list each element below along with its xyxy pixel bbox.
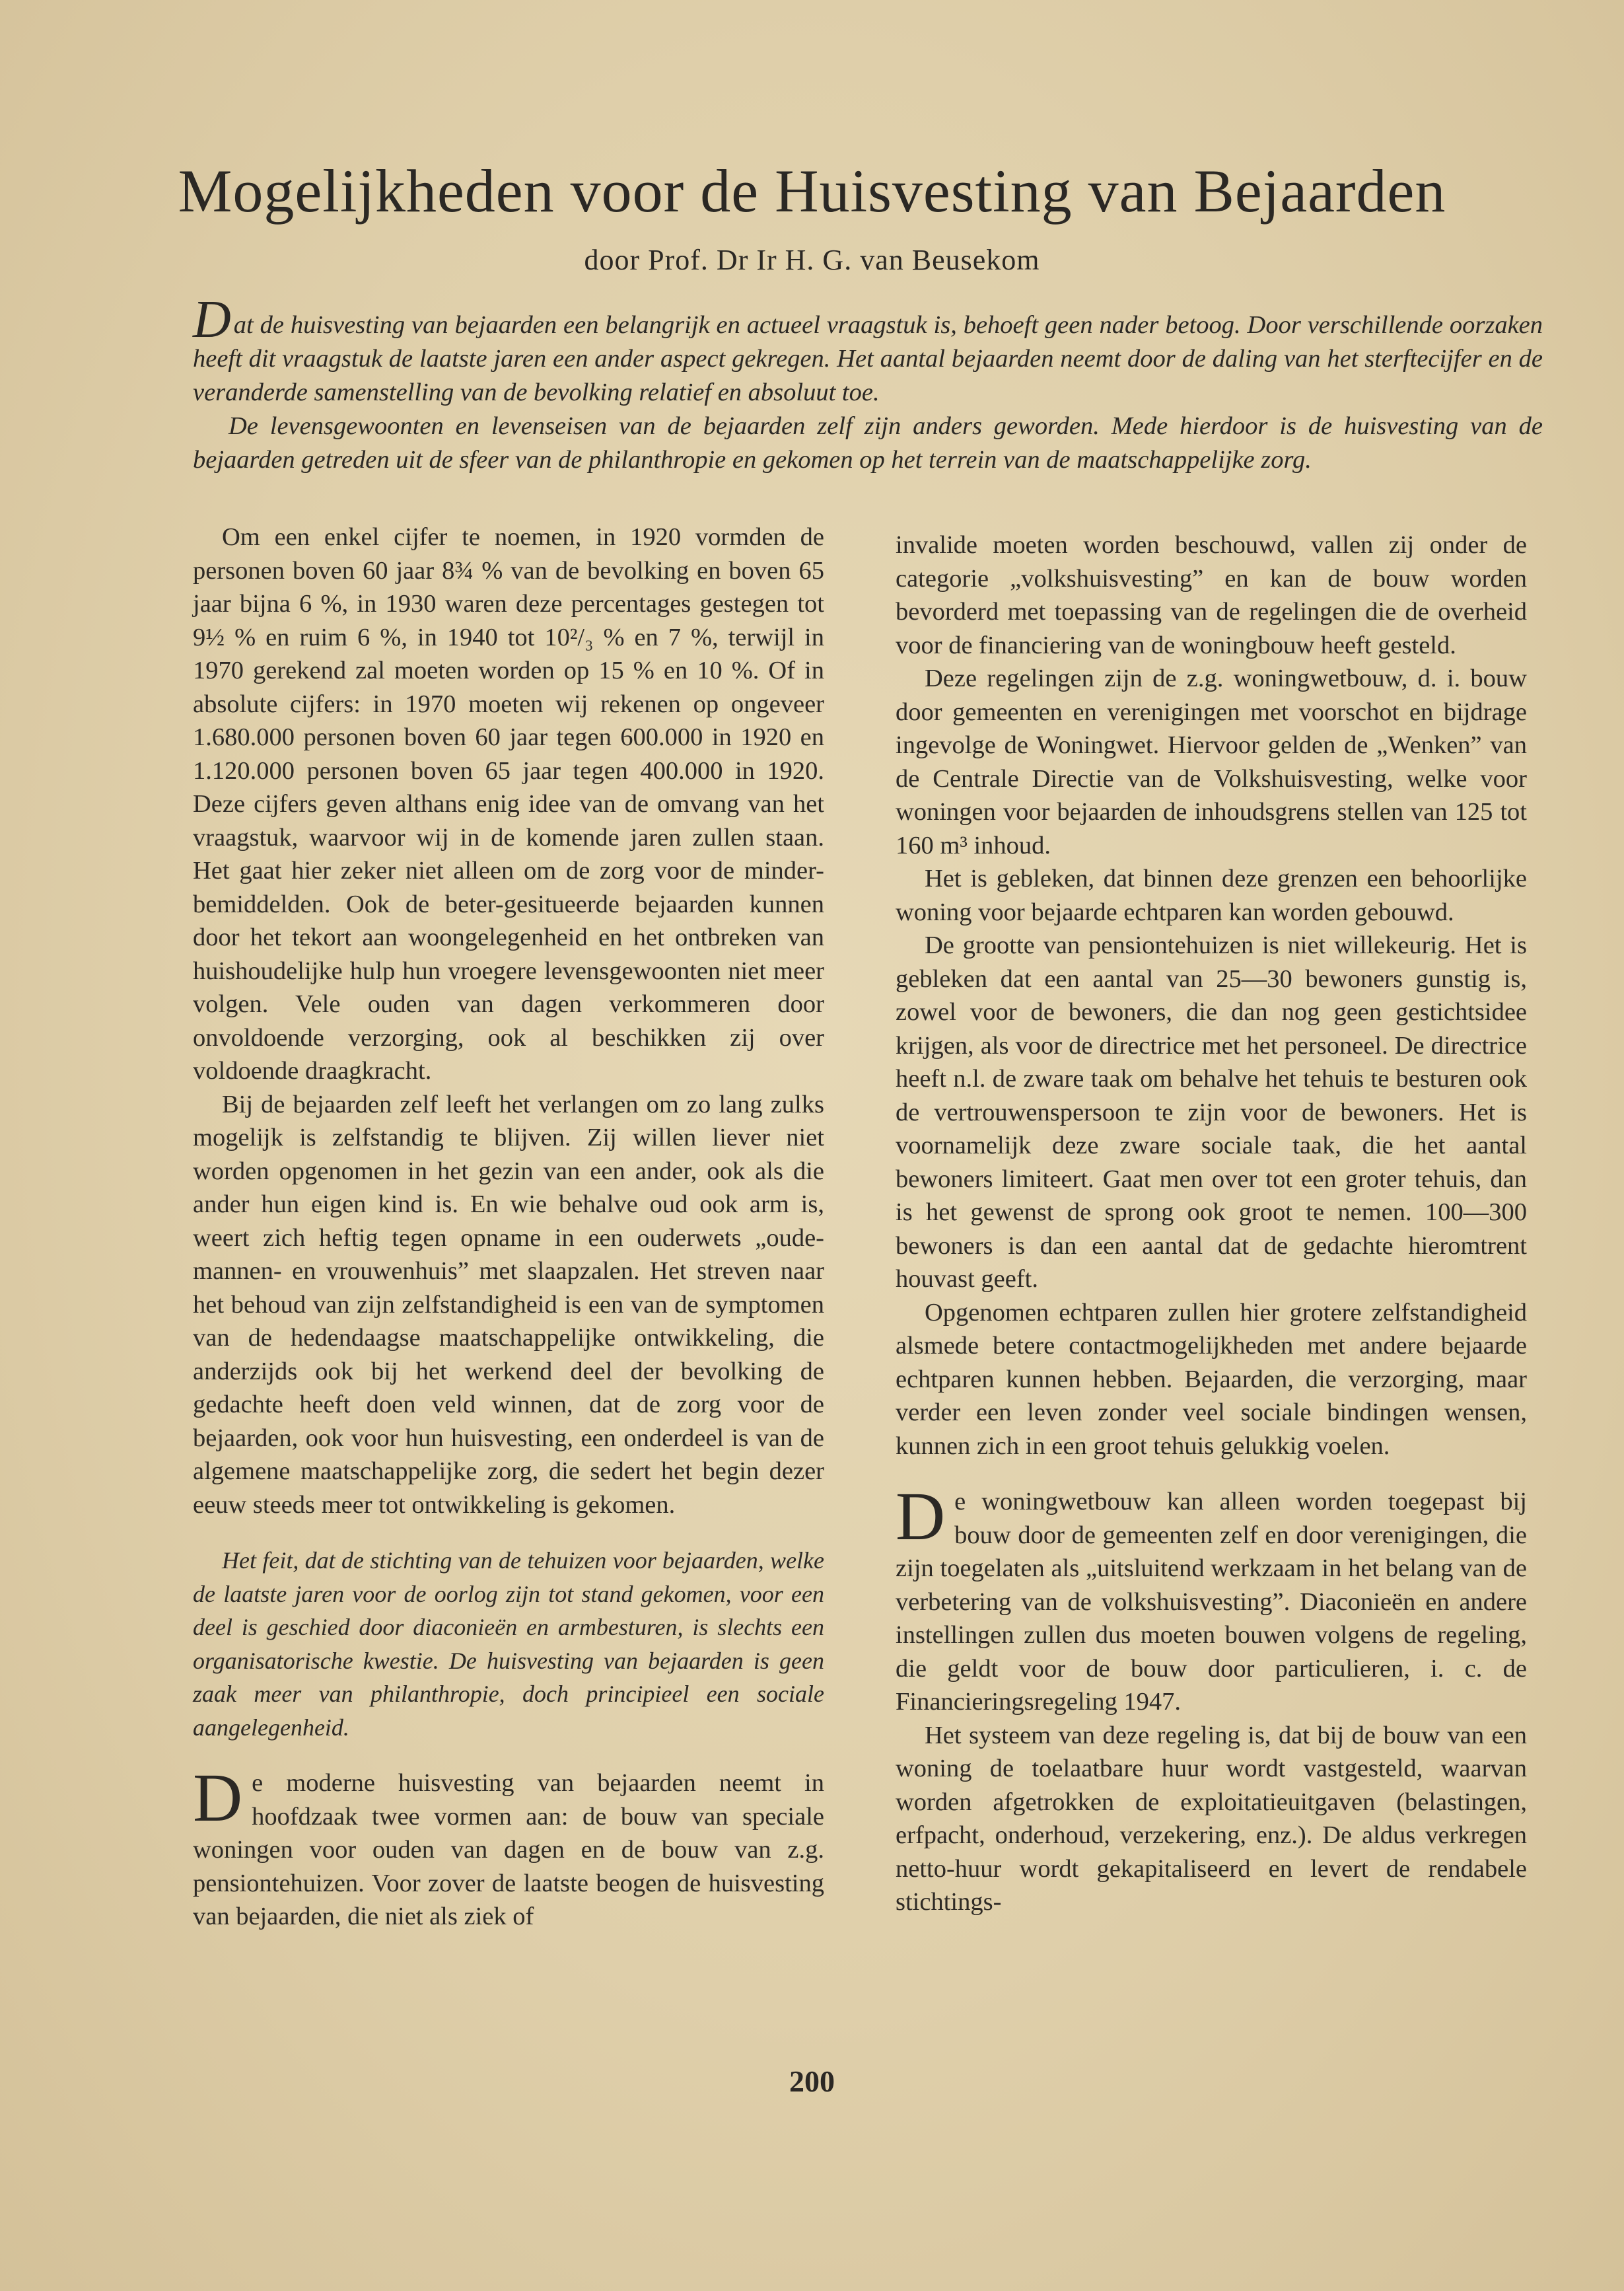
right-paragraph-4: De grootte van pensiontehuizen is niet willekeurig. Het is gebleken dat een aantal van 25—30 bewoners gunstig is, zowel voor de bewoners, die dan nog geen gestichtsidee krijgen, als voor de directrice met het personeel. De directrice heeft n.l. de zware taak om behalve het tehuis te besturen ook de vertrouwenspersoon te zijn voor de bewoners. Het is voornamelijk deze zware sociale taak, die het aantal bewoners limiteert. Gaat men over tot een groter tehuis, dan is het gewenst de sprong ook groot te nemen. 100—300 bewoners is dan een aantal dat de gedachte hieromtrent houvast geeft. <box>896 931 1527 1293</box>
left-paragraph-1: Om een enkel cijfer te noemen, in 1920 vormden de personen boven 60 jaar 8¾ % van de bevolking en boven 65 jaar bijna 6 %, in 1930 waren deze percentages gestegen tot 9½ % en ruim 6 %, in 1940 tot 10²/₃ % en 7 %, terwijl in 1970 gerekend zal moeten worden op 15 % en 10 %. Of in absolute cijfers: in 1970 moeten wij rekenen op ongeveer 1.680.000 personen boven 60 jaar tegen 600.000 in 1920 en 1.120.000 personen boven 65 jaar tegen 400.000 in 1920. Deze cijfers geven althans enig idee van de omvang van het vraagstuk, waarvoor wij in de komende jaren zullen staan. Het gaat hier zeker niet alleen om de zorg voor de minder-bemiddelden. Ook de beter-gesitueerde bejaarden kunnen door het tekort aan woongelegenheid en het ontbreken van huishoudelijke hulp hun vroegere levensgewoonten niet meer volgen. Vele ouden van dagen verkommeren door onvoldoende verzorging, ook al beschikken zij over voldoende draagkracht. <box>193 523 824 1085</box>
pull-quote <box>193 1544 824 1744</box>
right-paragraph-3: Het is gebleken, dat binnen deze grenzen een behoorlijke woning voor bejaarde echtparen kan worden gebouwd. <box>896 865 1527 926</box>
intro-paragraph-2: De levensgewoonten en levenseisen van de bejaarden zelf zijn anders geworden. Mede hierdoor is de huisvesting van de bejaarden getreden uit de sfeer van de philanthropie en gekomen op het terrein van de maatschappelijke zorg. <box>193 412 1543 474</box>
right-paragraph-6-text: e woningwetbouw kan alleen worden toegepast bij bouw door de gemeenten zelf en door verenigingen, die zijn toegelaten als „uitsluitend werkzaam in het belang van de verbetering van de volkshuisvesting”. Diaconieën en andere instellingen zullen dus moeten bouwen volgens de regeling, die geldt voor de bouw door particulieren, i. c. de Financieringsregeling 1947. <box>896 1488 1527 1716</box>
left-paragraph-3-text: e moderne huisvesting van bejaarden neemt in hoofdzaak twee vormen aan: de bouw van speciale woningen voor ouden van dagen en de bouw van z.g. pensiontehuizen. Voor zover de laatste beogen de huisvesting van bejaarden, die niet als ziek of <box>193 1769 824 1930</box>
spacer <box>896 1463 1527 1485</box>
spacer <box>193 1521 824 1544</box>
intro-dropcap: D <box>193 291 231 349</box>
right-paragraph-2: Deze regelingen zijn de z.g. woningwetbouw, d. i. bouw door gemeenten en verenigingen met voorschot en bijdrage ingevolge de Woningwet. Hiervoor gelden de „Wenken” van de Centrale Directie van de Volkshuisvesting, welke voor woningen voor bejaarden de inhoudsgrens stellen van 125 tot 160 m³ inhoud. <box>896 665 1527 859</box>
right-paragraph-6 <box>896 1478 1527 1719</box>
right-paragraph-1: invalide moeten worden beschouwd, vallen zij onder de categorie „volkshuisvesting” en kan de bouw worden bevorderd met toepassing van de regelingen die de overheid voor de financiering van de woningbouw heeft gesteld. <box>896 531 1527 659</box>
spacer <box>193 1744 824 1766</box>
right-paragraph-7: Het systeem van deze regeling is, dat bij de bouw van een woning de toelaatbare huur wordt vastgesteld, waarvan worden afgetrokken de exploitatieuitgaven (belastingen, erfpacht, onderhoud, verzekering, enz.). De aldus verkregen netto-huur wordt gekapitaliseerd en levert de rendabele stichtings- <box>896 1721 1527 1916</box>
right-column <box>896 528 1527 1919</box>
left-paragraph-3 <box>193 1760 824 1934</box>
pull-quote-text: Het feit, dat de stichting van de tehuizen voor bejaarden, welke de laatste jaren voor de oorlog zijn tot stand gekomen, voor een deel is geschied door diaconieën en armbesturen, is slechts een organisatorische kwestie. De huisvesting van bejaarden is geen zaak meer van philanthropie, doch principieel een sociale aangelegenheid. <box>193 1547 824 1741</box>
left-paragraph-2: Bij de bejaarden zelf leeft het verlangen om zo lang zulks mogelijk is zelfstandig te blijven. Zij willen liever niet worden opgenomen in het gezin van een ander, ook als die ander hun eigen kind is. En wie behalve oud ook arm is, weert zich heftig tegen opname in een ouderwets „oude-mannen- en vrouwenhuis” met slaapzalen. Het streven naar het behoud van zijn zelfstandigheid is een van de symptomen van de hedendaagse maatschappelijke ontwikkeling, die anderzijds ook bij het werkend deel der bevolking de gedachte heeft doen veld winnen, dat de zorg voor de bejaarden, ook voor hun huisvesting, een onderdeel is van de algemene maatschappelijke zorg, die sedert het begin dezer eeuw steeds meer tot ontwikkeling is gekomen. <box>193 1090 824 1519</box>
left-dropcap: D <box>193 1760 243 1836</box>
page-number: 200 <box>789 2064 835 2098</box>
article-byline: door Prof. Dr Ir H. G. van Beusekom <box>584 244 1040 276</box>
right-dropcap: D <box>896 1478 946 1554</box>
intro-paragraph-1-text: at de huisvesting van bejaarden een belangrijk en actueel vraagstuk is, behoeft geen nader betoog. Door verschillende oorzaken heeft dit vraagstuk de laatste jaren een ander aspect gekregen. Het aantal bejaarden neemt door de daling van het sterftecijfer en de veranderde samenstelling van de bevolking relatief en absoluut toe. <box>193 311 1543 406</box>
right-paragraph-5: Opgenomen echtparen zullen hier grotere zelfstandigheid alsmede betere contactmogelijkheden met andere bejaarde echtparen kunnen hebben. Bejaarden, die verzorging, maar verder een leven zonder veel sociale bindingen wensen, kunnen zich in een groot tehuis gelukkig voelen. <box>896 1298 1527 1460</box>
intro-paragraph-1 <box>193 291 1543 410</box>
article-intro <box>193 291 1543 477</box>
left-column <box>193 521 824 1934</box>
article-title: Mogelijkheden voor de Huisvesting van Bejaarden <box>178 157 1446 225</box>
